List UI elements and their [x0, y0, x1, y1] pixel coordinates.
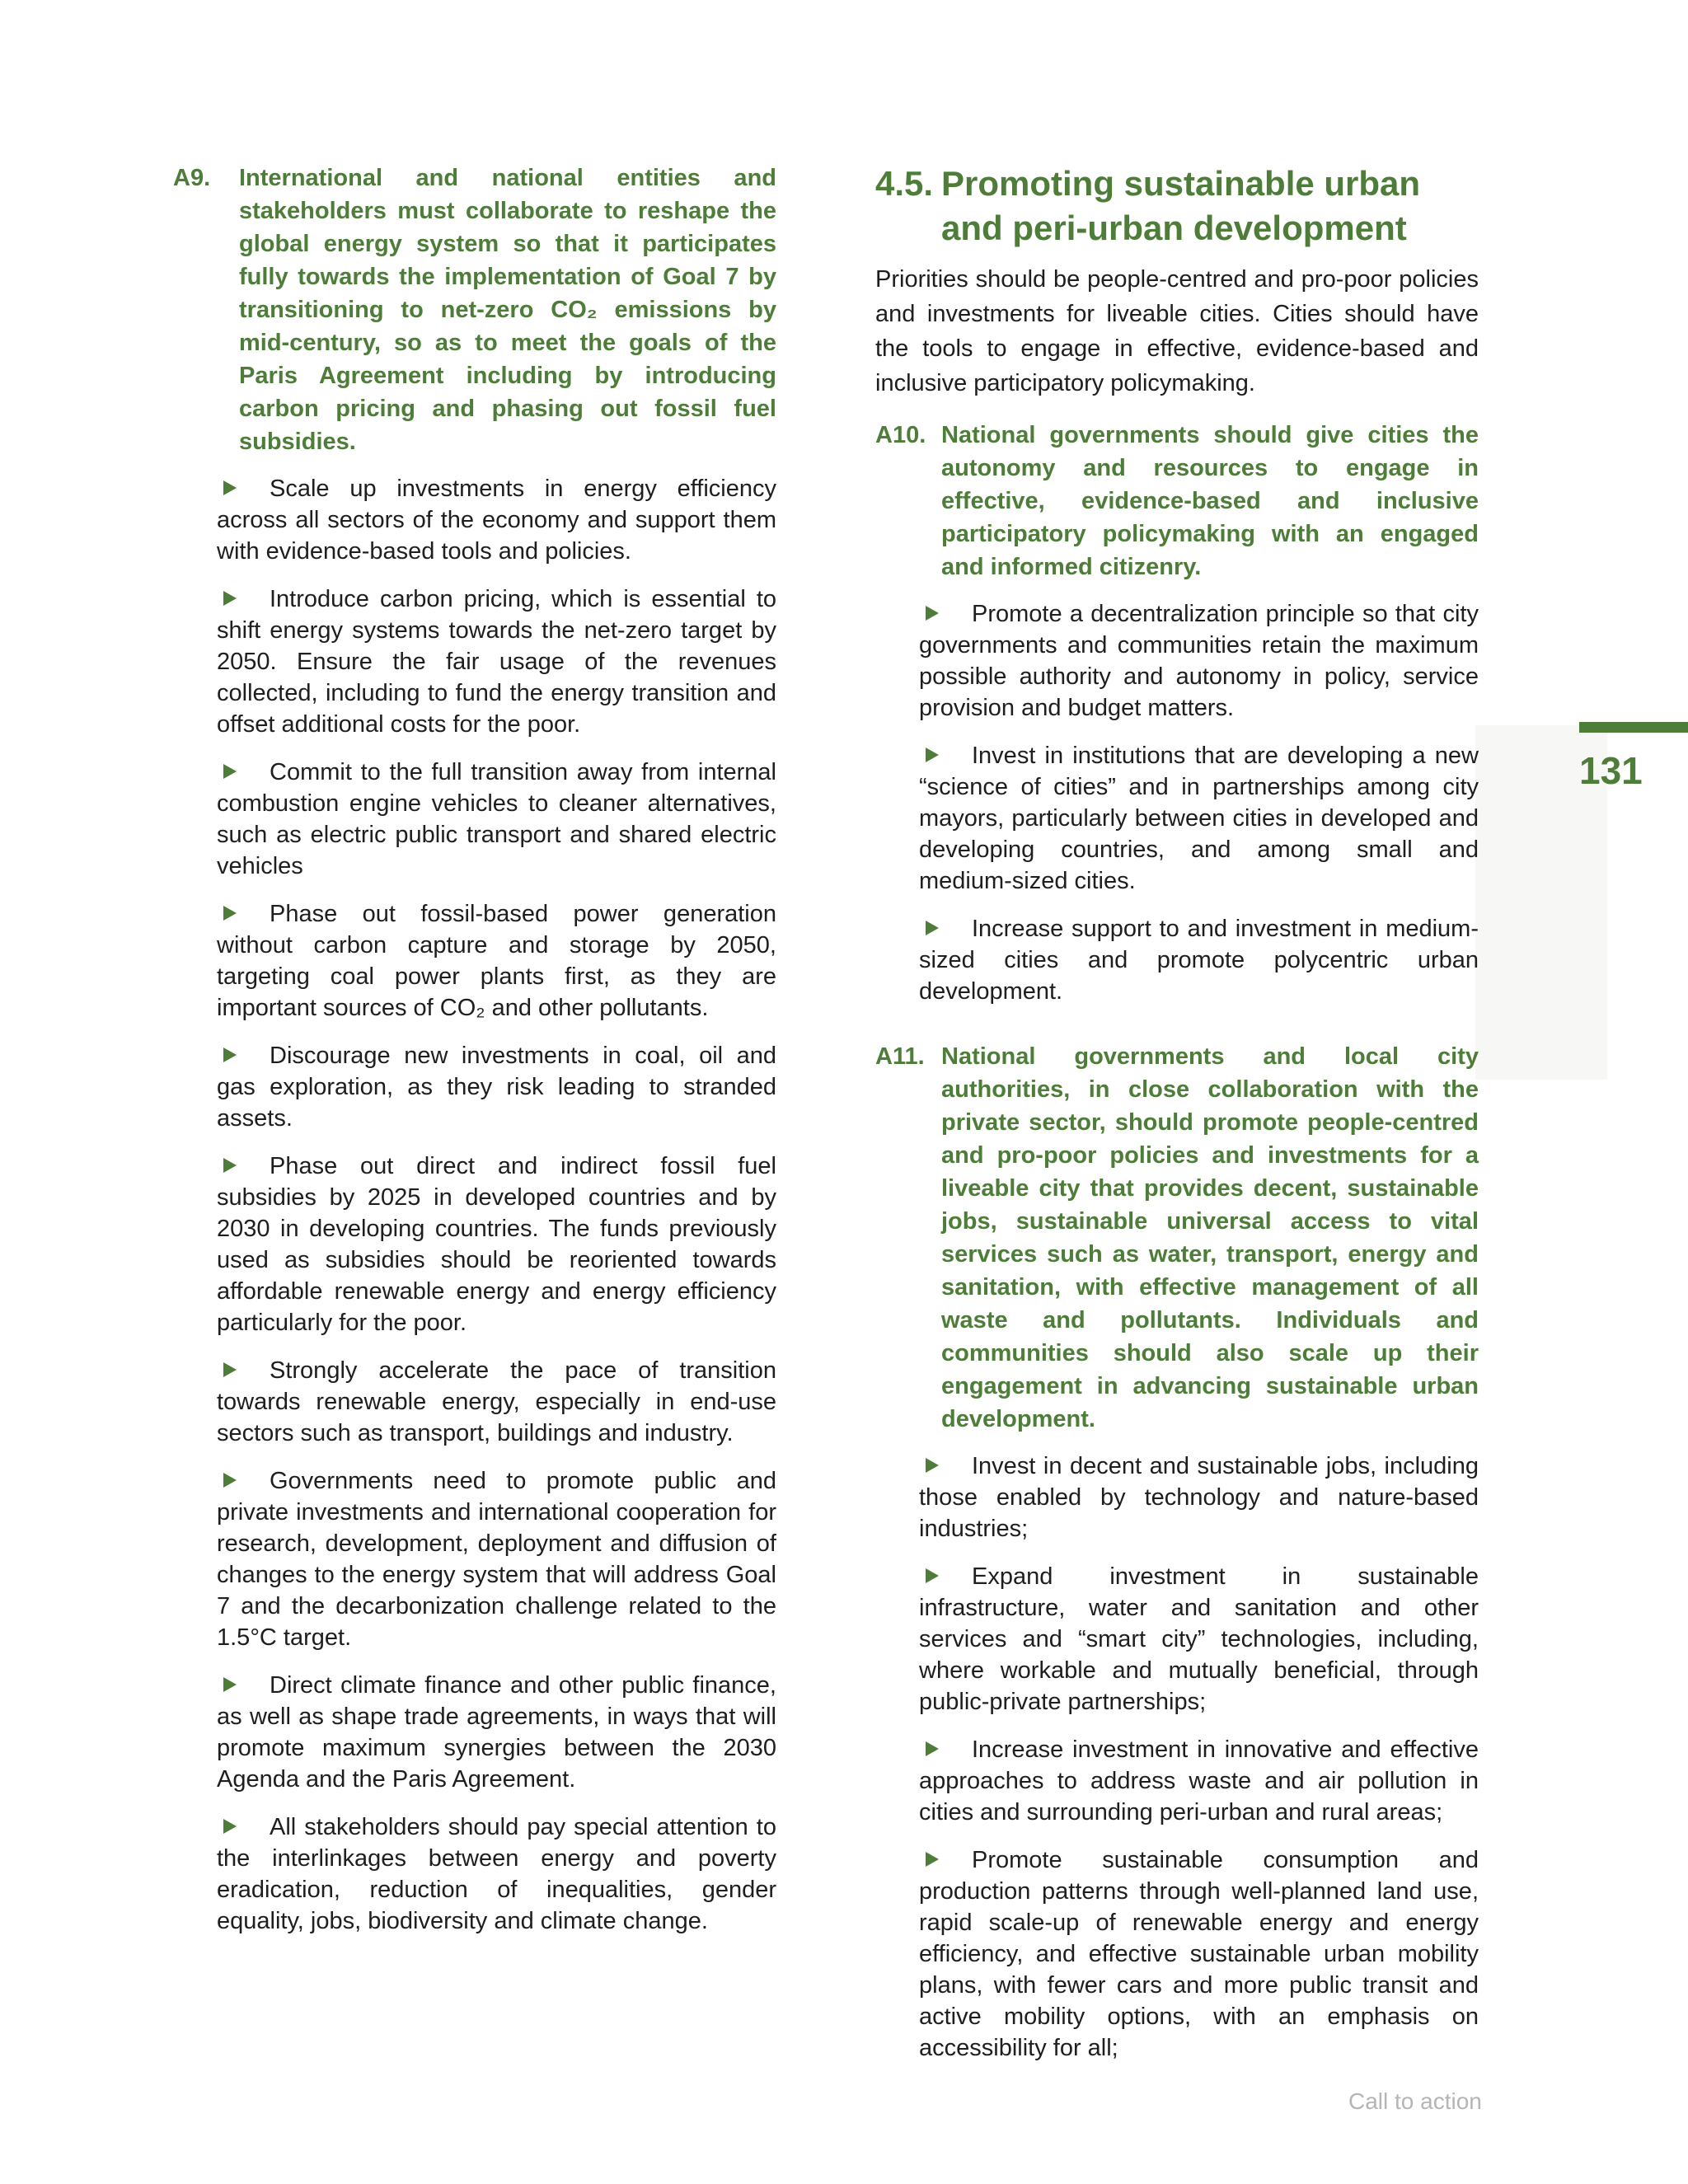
triangle-right-icon: [926, 1852, 939, 1867]
bullet-text: Governments need to promote public and private investments and international cooperation for research, development, deployment and diffusion of changes to the energy system that will address Goal 7 and the decarbonization challenge related to the 1.5°C target.: [217, 1468, 776, 1651]
recommendation-a10: [875, 419, 1479, 583]
rec-text: National governments should give cities the autonomy and resources to engage in effective, evidence-based and inclusive participatory policymaking with an engaged and informed citizenry.: [941, 422, 1479, 580]
bullet-text: Introduce carbon pricing, which is essential to shift energy systems towards the net-zero target by 2050. Ensure the fair usage of the revenues collected, including to fund the energy transition and offset additional costs for the poor.: [217, 586, 776, 738]
triangle-right-icon: [223, 1819, 237, 1834]
list-item: [217, 473, 776, 567]
rec-text: National governments and local city authorities, in close collaboration with the private sector, should promote people-centred and pro-poor policies and investments for a liveable city that provides decent, sustainable jobs, sustainable universal access to vital services such as water, transport, energy and sanitation, with effective management of all waste and pollutants. Individuals and communities should also scale up their engagement in advancing sustainable urban development.: [941, 1043, 1479, 1432]
rec-number: A10.: [875, 422, 926, 448]
rec-number: A11.: [875, 1043, 925, 1070]
list-item: [217, 583, 776, 740]
triangle-right-icon: [926, 606, 939, 621]
bullet-text: Discourage new investments in coal, oil and gas exploration, as they risk leading to stranded assets.: [217, 1043, 776, 1132]
triangle-right-icon: [223, 1047, 237, 1062]
list-item: [919, 1734, 1479, 1828]
triangle-right-icon: [223, 1677, 237, 1692]
triangle-right-icon: [926, 1458, 939, 1473]
list-item: [217, 1355, 776, 1449]
bullet-text: Promote sustainable consumption and production patterns through well-planned land use, rapid scale-up of renewable energy and energy efficiency, and effective sustainable urban mobility plans, with fewer cars and more public transit and active mobility options, with an emphasis on accessibility for all;: [919, 1847, 1479, 2061]
list-item: [217, 1465, 776, 1653]
section-title: Promoting sustainable urban and peri-urban development: [941, 164, 1421, 247]
left-column: [173, 162, 776, 1937]
bullet-text: Increase investment in innovative and effective approaches to address waste and air pollution in cities and surrounding peri-urban and rural areas;: [919, 1736, 1479, 1825]
list-item: [217, 757, 776, 882]
triangle-right-icon: [926, 1568, 939, 1583]
bullet-text: Phase out direct and indirect fossil fuel subsidies by 2025 in developed countries and by 2030 in developing countries. The funds previously used as subsidies should be reoriented towards affordable renewable energy and energy efficiency particularly for the poor.: [217, 1153, 776, 1336]
recommendation-a9: [173, 162, 776, 458]
recommendation-a11: [875, 1040, 1479, 1436]
bullet-text: Increase support to and investment in medium-sized cities and promote polycentric urban development.: [919, 916, 1479, 1005]
triangle-right-icon: [926, 1741, 939, 1756]
triangle-right-icon: [223, 480, 237, 495]
bullet-text: Invest in institutions that are developing a new “science of cities” and in partnerships among city mayors, particularly between cities in developed and developing countries, and among small and medium-sized cities.: [919, 743, 1479, 894]
bullet-text: Expand investment in sustainable infrastructure, water and sanitation and other services and “smart city” technologies, including, where workable and mutually beneficial, through public-private partnerships;: [919, 1563, 1479, 1715]
triangle-right-icon: [223, 1158, 237, 1173]
triangle-right-icon: [223, 764, 237, 779]
bullet-text: Phase out fossil-based power generation without carbon capture and storage by 2050, targeting coal power plants first, as they are important sources of CO₂ and other pollutants.: [217, 901, 776, 1021]
bullet-text: Promote a decentralization principle so that city governments and communities retain the maximum possible authority and autonomy in policy, service provision and budget matters.: [919, 601, 1479, 721]
bullet-text: Strongly accelerate the pace of transition towards renewable energy, especially in end-use sectors such as transport, buildings and industry.: [217, 1357, 776, 1446]
list-item: [919, 1451, 1479, 1544]
bullet-text: All stakeholders should pay special attention to the interlinkages between energy and poverty eradication, reduction of inequalities, gender equality, jobs, biodiversity and climate change.: [217, 1814, 776, 1934]
list-item: [919, 1561, 1479, 1718]
list-item: [919, 598, 1479, 724]
section-heading: [875, 162, 1479, 251]
list-item: [217, 1040, 776, 1134]
triangle-right-icon: [223, 1362, 237, 1377]
right-column: [875, 162, 1479, 2064]
section-number: 4.5.: [875, 164, 934, 203]
triangle-right-icon: [223, 591, 237, 606]
list-item: [919, 740, 1479, 897]
rec-text: International and national entities and stakeholders must collaborate to reshape the global energy system so that it participates fully towards the implementation of Goal 7 by transitioning to net-zero CO₂ emissions by mid-century, so as to meet the goals of the Paris Agreement including by introducing carbon pricing and phasing out fossil fuel subsidies.: [239, 165, 776, 455]
bullet-text: Direct climate finance and other public finance, as well as shape trade agreements, in ways that will promote maximum synergies between the 2030 Agenda and the Paris Agreement.: [217, 1672, 776, 1793]
triangle-right-icon: [926, 748, 939, 762]
list-item: [919, 1844, 1479, 2064]
section-intro: Priorities should be people-centred and pro-poor policies and investments for liveable cities. Cities should have the tools to engage in effective, evidence-based and inclusive participatory policymaking.: [875, 266, 1479, 396]
list-item: [217, 898, 776, 1024]
list-item: [217, 1811, 776, 1937]
bullet-text: Invest in decent and sustainable jobs, including those enabled by technology and nature-based industries;: [919, 1453, 1479, 1542]
footer-label: Call to action: [1348, 2088, 1482, 2114]
bullet-text: Commit to the full transition away from internal combustion engine vehicles to cleaner alternatives, such as electric public transport and shared electric vehicles: [217, 759, 776, 879]
list-item: [217, 1151, 776, 1338]
page-number: 131: [1579, 749, 1643, 792]
triangle-right-icon: [223, 1473, 237, 1488]
list-item: [919, 913, 1479, 1007]
page-marker-bar: [1579, 722, 1688, 733]
rec-number: A9.: [173, 165, 211, 191]
bullet-text: Scale up investments in energy efficiency across all sectors of the economy and support them with evidence-based tools and policies.: [217, 476, 776, 565]
triangle-right-icon: [926, 921, 939, 935]
triangle-right-icon: [223, 906, 237, 921]
list-item: [217, 1670, 776, 1795]
